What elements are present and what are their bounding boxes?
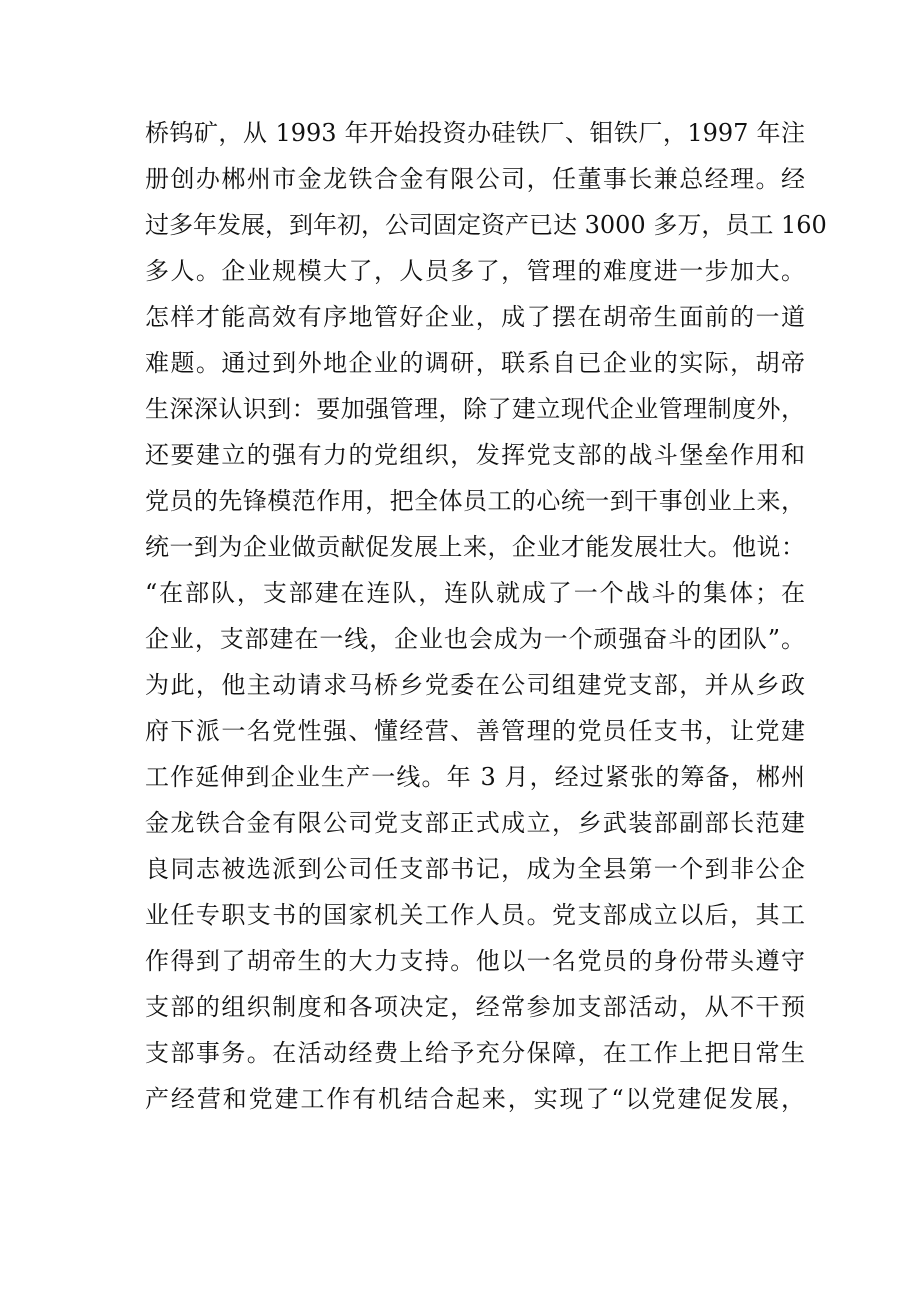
text-line: 作得到了胡帝生的大力支持。他以一名党员的身份带头遵守: [145, 947, 805, 975]
text-line: 产经营和党建工作有机结合起来，实现了“以党建促发展，: [145, 1085, 805, 1113]
text-line: 府下派一名党性强、懂经营、善管理的党员任支书，让党建: [145, 717, 805, 745]
text-line: 还要建立的强有力的党组织，发挥党支部的战斗堡垒作用和: [145, 441, 805, 469]
text-line: 过多年发展，到年初，公司固定资产已达 3000 多万，员工 160: [145, 211, 827, 239]
text-line: 桥钨矿，从 1993 年开始投资办硅铁厂、钼铁厂，1997 年注: [145, 119, 805, 147]
text-line: 册创办郴州市金龙铁合金有限公司，任董事长兼总经理。经: [145, 165, 805, 193]
text-line: 生深深认识到：要加强管理，除了建立现代企业管理制度外，: [145, 395, 805, 423]
text-line: 党员的先锋模范作用，把全体员工的心统一到干事创业上来，: [145, 487, 805, 515]
text-line: 良同志被选派到公司任支部书记，成为全县第一个到非公企: [145, 855, 805, 883]
text-line: 支部的组织制度和各项决定，经常参加支部活动，从不干预: [145, 993, 805, 1021]
body-text: [145, 110, 827, 1122]
text-line: 业任专职支书的国家机关工作人员。党支部成立以后，其工: [145, 901, 805, 929]
text-line: 企业，支部建在一线，企业也会成为一个顽强奋斗的团队”。: [145, 625, 805, 653]
text-line: 统一到为企业做贡献促发展上来，企业才能发展壮大。他说：: [145, 533, 805, 561]
text-line: 支部事务。在活动经费上给予充分保障，在工作上把日常生: [145, 1039, 805, 1067]
text-line: 为此，他主动请求马桥乡党委在公司组建党支部，并从乡政: [145, 671, 805, 699]
text-line: 多人。企业规模大了，人员多了，管理的难度进一步加大。: [145, 257, 805, 285]
text-line: “在部队，支部建在连队，连队就成了一个战斗的集体；在: [145, 579, 805, 607]
text-line: 难题。通过到外地企业的调研，联系自已企业的实际，胡帝: [145, 349, 805, 377]
text-line: 工作延伸到企业生产一线。年 3 月，经过紧张的筹备，郴州: [145, 763, 805, 791]
text-line: 金龙铁合金有限公司党支部正式成立，乡武装部副部长范建: [145, 809, 805, 837]
text-line: 怎样才能高效有序地管好企业，成了摆在胡帝生面前的一道: [145, 303, 805, 331]
